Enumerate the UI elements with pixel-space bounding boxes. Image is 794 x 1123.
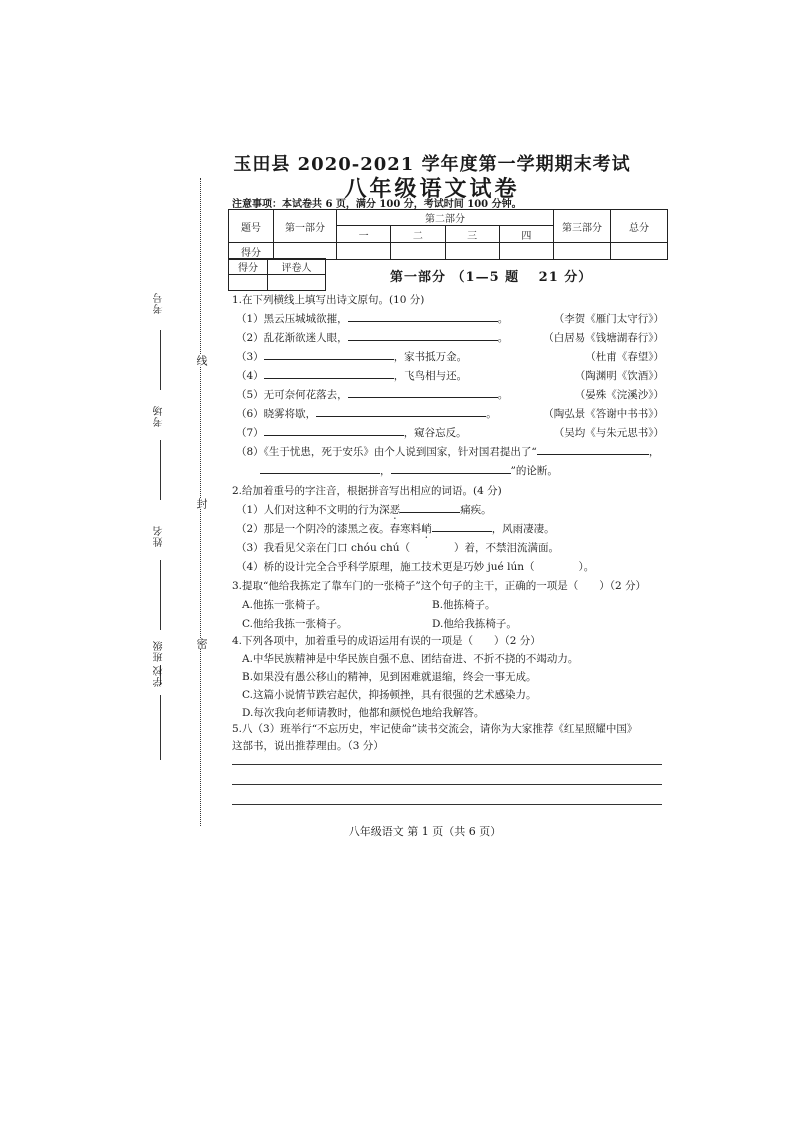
page-footer: 八年级语文 第 1 页（共 6 页）	[348, 825, 502, 838]
answer-blank[interactable]	[400, 502, 460, 513]
answer-blank[interactable]	[432, 521, 492, 532]
exam-notice: 注意事项：本试卷共 6 页，满分 100 分，考试时间 100 分钟。	[232, 199, 522, 210]
score-cell-q2[interactable]	[391, 243, 445, 260]
q4-option-d[interactable]: D.每次我向老师请教时，他都和颜悦色地给我解答。	[242, 707, 485, 719]
answer-blank[interactable]	[264, 368, 394, 379]
exam-room-label: 考场	[154, 405, 165, 427]
score-table-sub-4: 四	[499, 226, 553, 243]
q1-source-1: （李贺《雁门太守行》）	[553, 313, 664, 325]
score-table	[228, 209, 668, 260]
q1-source-3: （杜甫《春望》）	[585, 351, 664, 363]
q2-stem: 2.给加着重号的字注音，根据拼音写出相应的词语。(4 分)	[232, 485, 502, 497]
q3-stem: 3.提取“他给我拣定了靠车门的一张椅子”这个句子的主干，正确的一项是（ ）（2 分）	[232, 580, 647, 592]
score-table-header-part3: 第三部分	[554, 210, 611, 243]
q1-source-6: （陶弘景《答谢中书书》）	[543, 408, 664, 420]
school-label: 学校	[154, 665, 165, 687]
q1-item-2: （2）乱花渐欲迷人眼， 。	[236, 332, 509, 344]
q1-item-8a: （8）《生于忧患，死于安乐》由个人说到国家，针对国君提出了“ ，	[236, 446, 660, 458]
answer-blank[interactable]	[348, 330, 498, 341]
score-table-header-total: 总分	[611, 210, 668, 243]
q2-item-4: （4）桥的设计完全合乎科学原理，施工技术更是巧妙 jué lún（ ）。	[236, 561, 595, 573]
q1-source-2: （白居易《钱塘湖春行》）	[543, 332, 664, 344]
q1-stem: 1.在下列横线上填写出诗文原句。(10 分)	[232, 294, 425, 306]
exam-number-label: 考号	[154, 292, 165, 314]
exam-number-line[interactable]	[160, 330, 161, 390]
score-table-score-label: 得分	[229, 243, 274, 260]
score-cell-q3[interactable]	[445, 243, 499, 260]
answer-blank[interactable]	[264, 349, 394, 360]
answer-blank[interactable]	[316, 406, 486, 417]
grader-score-cell[interactable]	[229, 275, 268, 291]
q3-option-c[interactable]: C.他给我拣一张椅子。	[242, 618, 348, 630]
exam-subtitle: 八年级语文试卷	[344, 177, 520, 202]
q5-stem-line2: 这部书，说出推荐理由。（3 分）	[232, 740, 384, 752]
q5-answer-line-2[interactable]	[232, 784, 662, 785]
answer-blank[interactable]	[348, 387, 498, 398]
q4-stem: 4.下列各项中，加着重号的成语运用有误的一项是（ ）（2 分）	[232, 635, 541, 647]
exam-title: 玉田县 2020-2021 学年度第一学期期末考试	[233, 154, 631, 175]
grader-table	[228, 258, 326, 291]
name-line[interactable]	[160, 560, 161, 630]
q1-source-4: （陶渊明《饮酒》）	[574, 370, 664, 382]
q5-answer-line-1[interactable]	[232, 764, 662, 765]
section-title: 第一部分 （1—5 题 21 分）	[390, 270, 593, 285]
answer-blank[interactable]	[391, 463, 511, 474]
q3-option-d[interactable]: D.他给我拣椅子。	[432, 618, 517, 630]
q2-item-2: （2）那是一个阴冷的漆黑之夜。春寒料峭 ，风雨凄凄。	[236, 523, 555, 535]
score-table-sub-1: 一	[337, 226, 391, 243]
q5-answer-line-3[interactable]	[232, 804, 662, 805]
seal-word-seal: 封	[195, 498, 208, 509]
score-table-header-qno: 题号	[229, 210, 274, 243]
q4-option-b[interactable]: B.如果没有愚公移山的精神，见到困难就退缩，终会一事无成。	[242, 671, 537, 683]
q3-option-b[interactable]: B.他拣椅子。	[432, 599, 496, 611]
score-cell-q1[interactable]	[337, 243, 391, 260]
grader-name-cell[interactable]	[268, 275, 326, 291]
score-table-sub-2: 二	[391, 226, 445, 243]
q1-source-7: （吴均《与朱元思书》）	[553, 427, 664, 439]
school-line[interactable]	[160, 695, 161, 760]
q4-option-a[interactable]: A.中华民族精神是中华民族自强不息、团结奋进、不折不挠的不竭动力。	[242, 653, 579, 665]
q1-source-5: （晏殊《浣溪沙》）	[574, 389, 664, 401]
class-label: 班级	[154, 640, 165, 662]
seal-word-secret: 密	[195, 638, 208, 649]
score-table-sub-3: 三	[445, 226, 499, 243]
q4-option-c[interactable]: C.这篇小说情节跌宕起伏，抑扬顿挫，具有很强的艺术感染力。	[242, 689, 537, 701]
answer-blank[interactable]	[260, 463, 380, 474]
seal-word-line: 线	[195, 355, 208, 366]
score-table-header-part2: 第二部分	[337, 210, 554, 226]
exam-room-line[interactable]	[160, 440, 161, 500]
q2-item-1: （1）人们对这种不文明的行为深恶 痛疾。	[236, 504, 492, 516]
q3-option-a[interactable]: A.他拣一张椅子。	[242, 599, 327, 611]
q1-item-8b: ， ”的论断。	[260, 463, 558, 478]
q1-item-4: （4） ，飞鸟相与还。	[236, 370, 468, 382]
q1-item-7: （7） ，窥谷忘反。	[236, 427, 467, 439]
q1-item-3: （3） ，家书抵万金。	[236, 351, 468, 363]
answer-blank[interactable]	[537, 444, 649, 455]
score-cell-total[interactable]	[611, 243, 668, 260]
score-cell-q4[interactable]	[499, 243, 553, 260]
score-cell-part1[interactable]	[274, 243, 337, 260]
q1-item-1: （1）黑云压城城欲摧， 。	[236, 313, 509, 325]
q1-item-6: （6）晓雾将歇， 。	[236, 408, 497, 420]
score-table-header-part1: 第一部分	[274, 210, 337, 243]
q5-stem-line1: 5.八（3）班举行“不忘历史，牢记使命”读书交流会，请你为大家推荐《红星照耀中国》	[232, 723, 638, 735]
answer-blank[interactable]	[264, 425, 404, 436]
grader-score-label: 得分	[229, 259, 268, 275]
score-cell-part3[interactable]	[554, 243, 611, 260]
q2-item-3: （3）我看见父亲在门口 chóu chú（ ）着，不禁泪流满面。	[236, 542, 559, 554]
name-label: 姓名	[154, 525, 165, 547]
answer-blank[interactable]	[348, 311, 498, 322]
q1-item-5: （5）无可奈何花落去， 。	[236, 389, 509, 401]
grader-name-label: 评卷人	[268, 259, 326, 275]
